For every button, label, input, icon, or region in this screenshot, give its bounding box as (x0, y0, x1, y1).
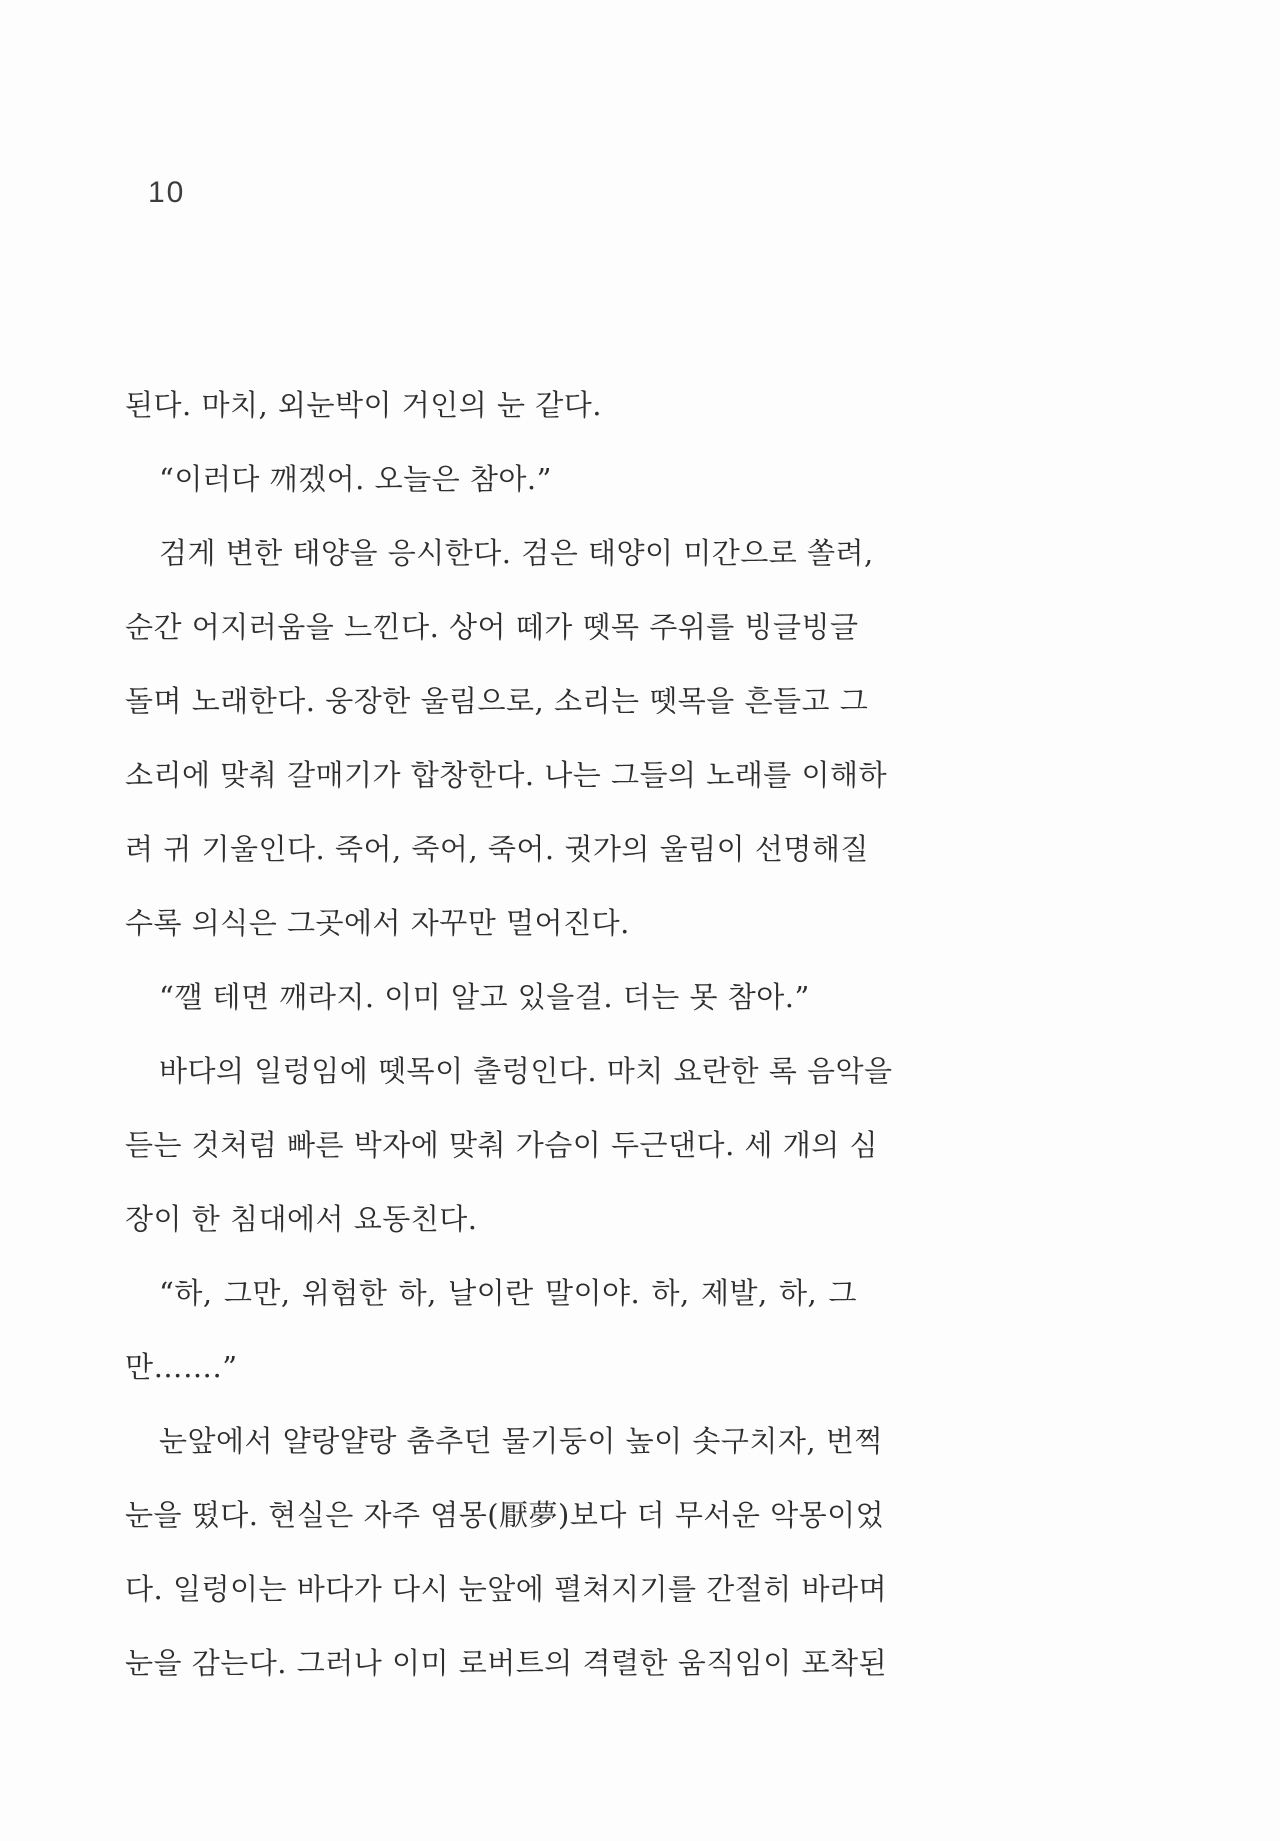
body-text (125, 368, 893, 1700)
text-line: 듣는 것처럼 빠른 박자에 맞춰 가슴이 두근댄다. 세 개의 심 (125, 1128, 879, 1162)
text-line: 눈을 감는다. 그러나 이미 로버트의 격렬한 움직임이 포착된 (125, 1646, 888, 1680)
text-line: “깰 테면 깨라지. 이미 알고 있을걸. 더는 못 참아.” (159, 980, 810, 1014)
text-line: 눈앞에서 얄랑얄랑 춤추던 물기둥이 높이 솟구치자, 번쩍 (159, 1424, 883, 1458)
text-line: 장이 한 침대에서 요동친다. (125, 1202, 478, 1236)
page-number: 10 (148, 176, 186, 209)
text-line: 바다의 일렁임에 뗏목이 출렁인다. 마치 요란한 록 음악을 (159, 1054, 893, 1088)
text-line: 수록 의식은 그곳에서 자꾸만 멀어진다. (125, 906, 630, 940)
text-line: 만…….” (125, 1350, 238, 1384)
text-line: 돌며 노래한다. 웅장한 울림으로, 소리는 뗏목을 흔들고 그 (125, 684, 869, 718)
text-line: 다. 일렁이는 바다가 다시 눈앞에 펼쳐지기를 간절히 바라며 (125, 1572, 888, 1606)
text-line: 순간 어지러움을 느낀다. 상어 떼가 뗏목 주위를 빙글빙글 (125, 610, 859, 644)
text-line: 검게 변한 태양을 응시한다. 검은 태양이 미간으로 쏠려, (159, 536, 874, 570)
text-line: “하, 그만, 위험한 하, 날이란 말이야. 하, 제발, 하, 그 (159, 1276, 857, 1310)
text-line: 된다. 마치, 외눈박이 거인의 눈 같다. (125, 388, 602, 422)
text-line: “이러다 깨겠어. 오늘은 참아.” (159, 462, 552, 496)
text-line: 소리에 맞춰 갈매기가 합창한다. 나는 그들의 노래를 이해하 (125, 758, 888, 792)
text-line: 려 귀 기울인다. 죽어, 죽어, 죽어. 귓가의 울림이 선명해질 (125, 832, 869, 866)
text-line: 눈을 떴다. 현실은 자주 염몽(厭夢)보다 더 무서운 악몽이었 (125, 1498, 885, 1532)
